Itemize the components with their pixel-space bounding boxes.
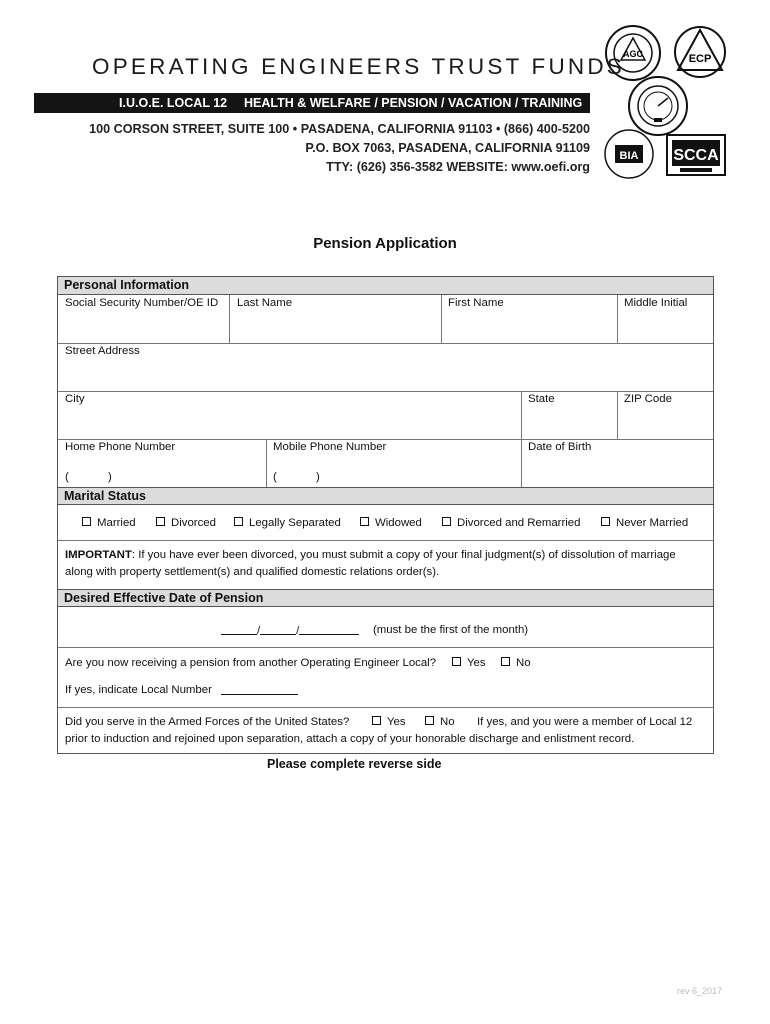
marital-option-divorced-remarried[interactable]: Divorced and Remarried xyxy=(442,517,580,529)
personal-info-header: Personal Information xyxy=(58,277,713,295)
zip-field[interactable] xyxy=(618,392,713,439)
banner-services: HEALTH & WELFARE / PENSION / VACATION / TRAINING xyxy=(244,96,583,110)
checkbox-icon[interactable] xyxy=(156,517,165,526)
contact-line: TTY: (626) 356-3582 WEBSITE: www.oefi.org xyxy=(326,160,590,174)
other-pension-question: Are you now receiving a pension from another Operating Engineer Local? xyxy=(65,657,437,669)
armed-forces-no[interactable]: No xyxy=(425,716,455,728)
checkbox-icon[interactable] xyxy=(501,657,510,666)
city-label: City xyxy=(65,393,85,405)
checkbox-icon[interactable] xyxy=(360,517,369,526)
checkbox-icon[interactable] xyxy=(234,517,243,526)
armed-forces-note: If yes, and you were a member of Local 12 xyxy=(477,716,693,728)
city-field[interactable] xyxy=(58,392,521,439)
dob-label: Date of Birth xyxy=(528,441,592,453)
state-field[interactable] xyxy=(522,392,617,439)
marital-option-legally-separated[interactable]: Legally Separated xyxy=(234,517,341,529)
revision-label: rev 6_2017 xyxy=(676,986,722,996)
street-address-field[interactable] xyxy=(58,344,713,391)
agc-logo-text: AGC xyxy=(623,49,643,59)
armed-forces-question: Did you serve in the Armed Forces of the United States? xyxy=(65,716,350,728)
banner-local: I.U.O.E. LOCAL 12 xyxy=(119,96,228,110)
mobile-phone-area-close: ) xyxy=(316,471,320,483)
first-name-label: First Name xyxy=(448,297,504,309)
po-box-line: P.O. BOX 7063, PASADENA, CALIFORNIA 91109 xyxy=(305,141,590,155)
org-name: OPERATING ENGINEERS TRUST FUNDS xyxy=(92,54,626,79)
other-pension-yes[interactable]: Yes xyxy=(452,657,486,669)
armed-forces-yes[interactable]: Yes xyxy=(372,716,406,728)
home-phone-label: Home Phone Number xyxy=(65,441,176,453)
form-title: Pension Application xyxy=(313,235,457,252)
armed-forces-note-cont: prior to induction and rejoined upon separation, attach a copy of your honorable discharge and enlistment record. xyxy=(65,733,635,745)
ssn-label: Social Security Number/OE ID xyxy=(65,297,219,309)
home-phone-field[interactable] xyxy=(58,440,266,487)
middle-initial-label: Middle Initial xyxy=(624,297,688,309)
checkbox-icon[interactable] xyxy=(601,517,610,526)
home-phone-area-close: ) xyxy=(108,471,112,483)
checkbox-icon[interactable] xyxy=(425,716,434,725)
checkbox-icon[interactable] xyxy=(452,657,461,666)
marital-option-married[interactable]: Married xyxy=(82,517,136,529)
bia-logo-text: BIA xyxy=(619,150,639,162)
ecp-logo xyxy=(672,24,728,80)
effective-month-input[interactable] xyxy=(221,624,257,635)
marital-option-divorced[interactable]: Divorced xyxy=(156,517,216,529)
effective-date-header: Desired Effective Date of Pension xyxy=(58,589,713,607)
effective-date-hint: (must be the first of the month) xyxy=(373,624,529,636)
ecp-logo-text: ECP xyxy=(688,53,712,65)
marital-option-never-married[interactable]: Never Married xyxy=(601,517,688,529)
effective-year-input[interactable] xyxy=(299,624,359,635)
other-pension-no[interactable]: No xyxy=(501,657,531,669)
checkbox-icon[interactable] xyxy=(82,517,91,526)
mobile-phone-label: Mobile Phone Number xyxy=(273,441,387,453)
checkbox-icon[interactable] xyxy=(372,716,381,725)
local-number-label: If yes, indicate Local Number xyxy=(65,684,212,696)
middle-initial-field[interactable] xyxy=(618,295,713,343)
zip-label: ZIP Code xyxy=(624,393,672,405)
marital-option-widowed[interactable]: Widowed xyxy=(360,517,422,529)
street-address-label: Street Address xyxy=(65,345,140,357)
mobile-phone-area-open: ( xyxy=(273,471,277,483)
scca-logo-text: SCCA xyxy=(673,147,719,164)
marital-status-header: Marital Status xyxy=(58,487,713,505)
pension-application-form xyxy=(57,276,714,754)
last-name-label: Last Name xyxy=(237,297,293,309)
mobile-phone-field[interactable] xyxy=(267,440,521,487)
checkbox-icon[interactable] xyxy=(442,517,451,526)
home-phone-area-open: ( xyxy=(65,471,69,483)
local-number-input[interactable] xyxy=(221,694,298,695)
first-name-field[interactable] xyxy=(442,295,617,343)
effective-day-input[interactable] xyxy=(260,624,296,635)
important-notice-cont: along with property settlement(s) and qualified domestic relations order(s). xyxy=(65,566,440,578)
effective-date-field[interactable]: / / xyxy=(221,624,359,637)
reverse-side-note: Please complete reverse side xyxy=(267,757,442,771)
bia-logo xyxy=(600,128,658,180)
last-name-field[interactable] xyxy=(230,295,441,343)
ssn-field[interactable] xyxy=(58,295,229,343)
scca-logo xyxy=(666,134,726,176)
important-notice: IMPORTANT: If you have ever been divorced, you must submit a copy of your final judgment(s) of dissolution of marriage xyxy=(65,549,676,561)
dob-field[interactable] xyxy=(522,440,713,487)
state-label: State xyxy=(528,393,555,405)
org-banner xyxy=(34,93,590,113)
address-line: 100 CORSON STREET, SUITE 100 • PASADENA, CALIFORNIA 91103 • (866) 400-5200 xyxy=(89,122,590,136)
